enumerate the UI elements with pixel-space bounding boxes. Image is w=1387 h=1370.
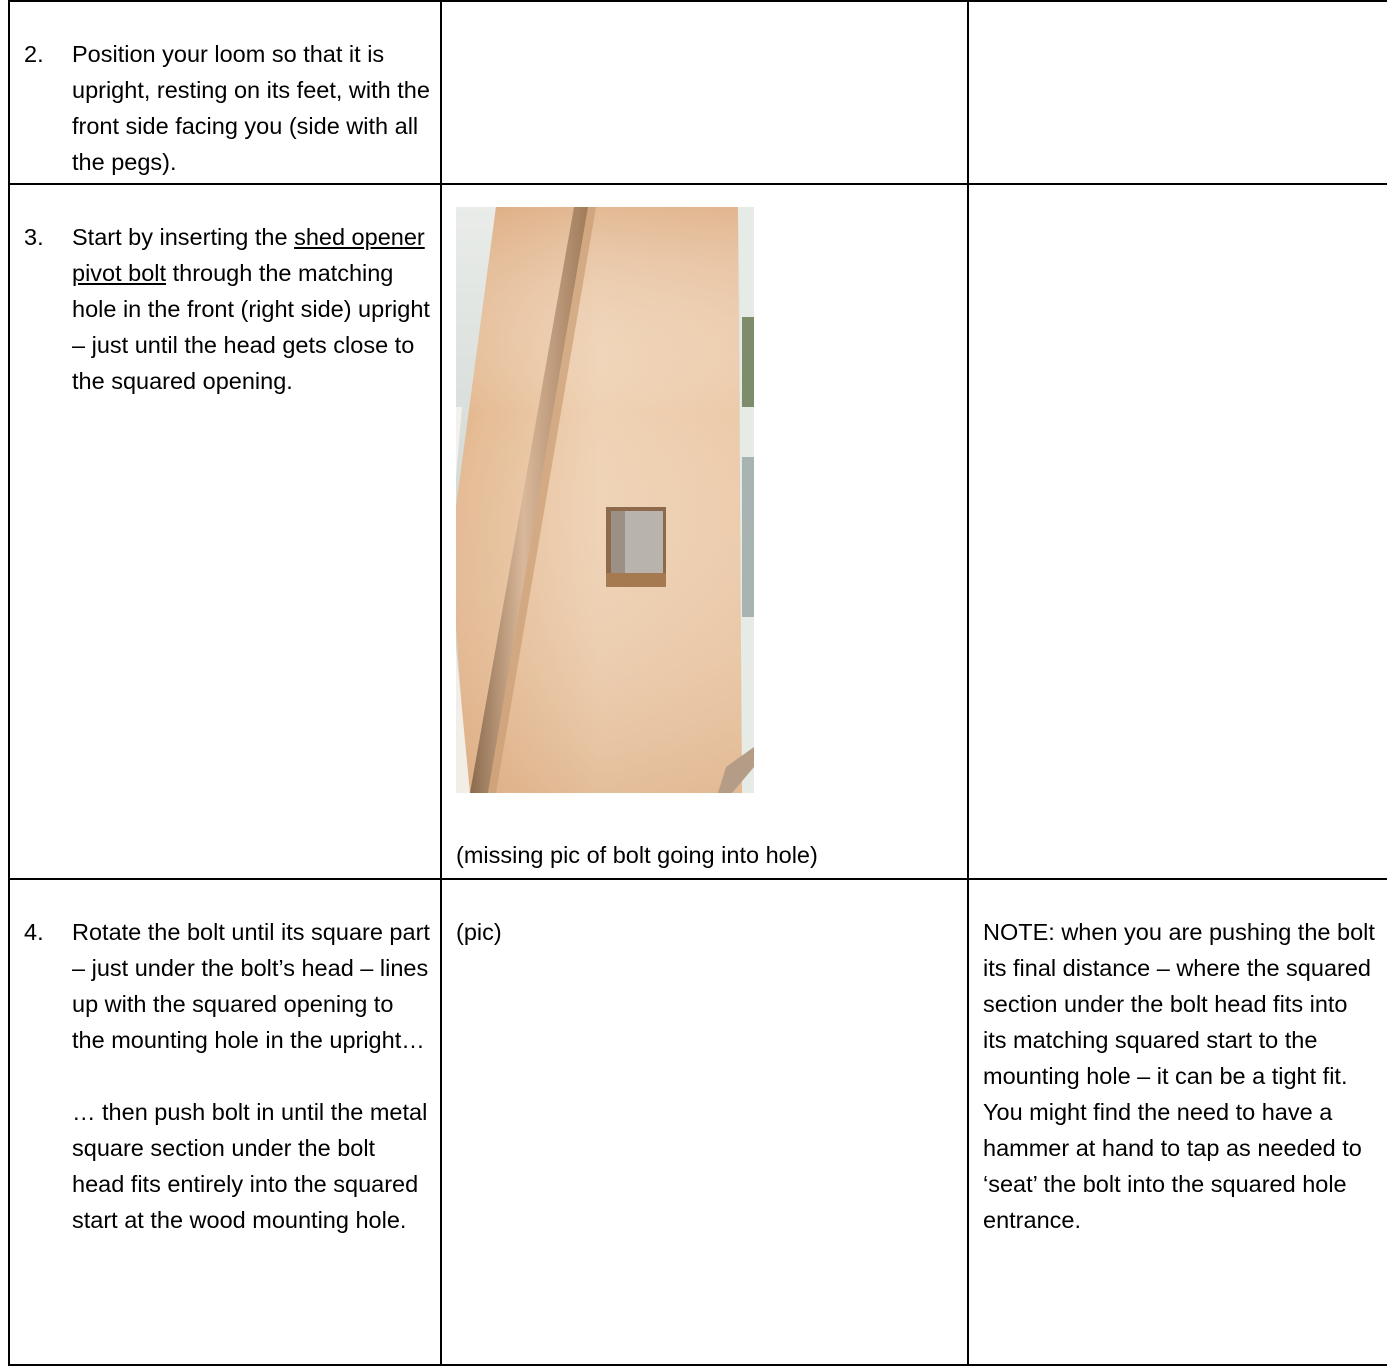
picture-cell — [441, 879, 968, 1365]
step-text — [72, 219, 430, 399]
step-number: 4. — [24, 919, 44, 945]
step-cell — [9, 1, 441, 184]
note-cell — [968, 879, 1387, 1365]
instructions-table — [8, 0, 1387, 1366]
step-text: … then push bolt in until the metal square section under the bolt head fits entirely into the squared start at the wood mounting hole. — [72, 1099, 428, 1233]
step-cell — [9, 184, 441, 879]
step-text-after: through the matching hole in the front (right side) upright – just until the head gets close to the squared opening. — [72, 260, 430, 394]
step-text: Rotate the bolt until its square part – just under the bolt’s head – lines up with the squared opening to the mounting hole in the upright… — [72, 919, 430, 1053]
table-row — [9, 879, 1387, 1365]
picture-caption: (missing pic of bolt going into hole) — [456, 842, 818, 868]
step-text: Position your loom so that it is upright, resting on its feet, with the front side facing you (side with all the pegs). — [72, 41, 430, 175]
picture-cell — [441, 184, 968, 879]
step-number: 2. — [24, 41, 44, 67]
step-text-before: Start by inserting the — [72, 224, 295, 250]
part-name-shed-opener-pivot-bolt: shed opener pivot bolt — [72, 224, 425, 286]
note-cell — [968, 1, 1387, 184]
table-row — [9, 184, 1387, 879]
step-cell — [9, 879, 441, 1365]
picture-placeholder: (pic) — [456, 919, 502, 945]
note-cell — [968, 184, 1387, 879]
picture-cell — [441, 1, 968, 184]
step-number: 3. — [24, 224, 44, 250]
step-note: NOTE: when you are pushing the bolt its final distance – where the squared section under the bolt head fits into its matching squared start to the mounting hole – it can be a tight fit. You might find the need to have a hammer at hand to tap as needed to ‘seat’ the bolt into the squared hole entrance. — [983, 919, 1375, 1233]
table-row — [9, 1, 1387, 184]
upright-square-hole-photo — [456, 207, 754, 793]
